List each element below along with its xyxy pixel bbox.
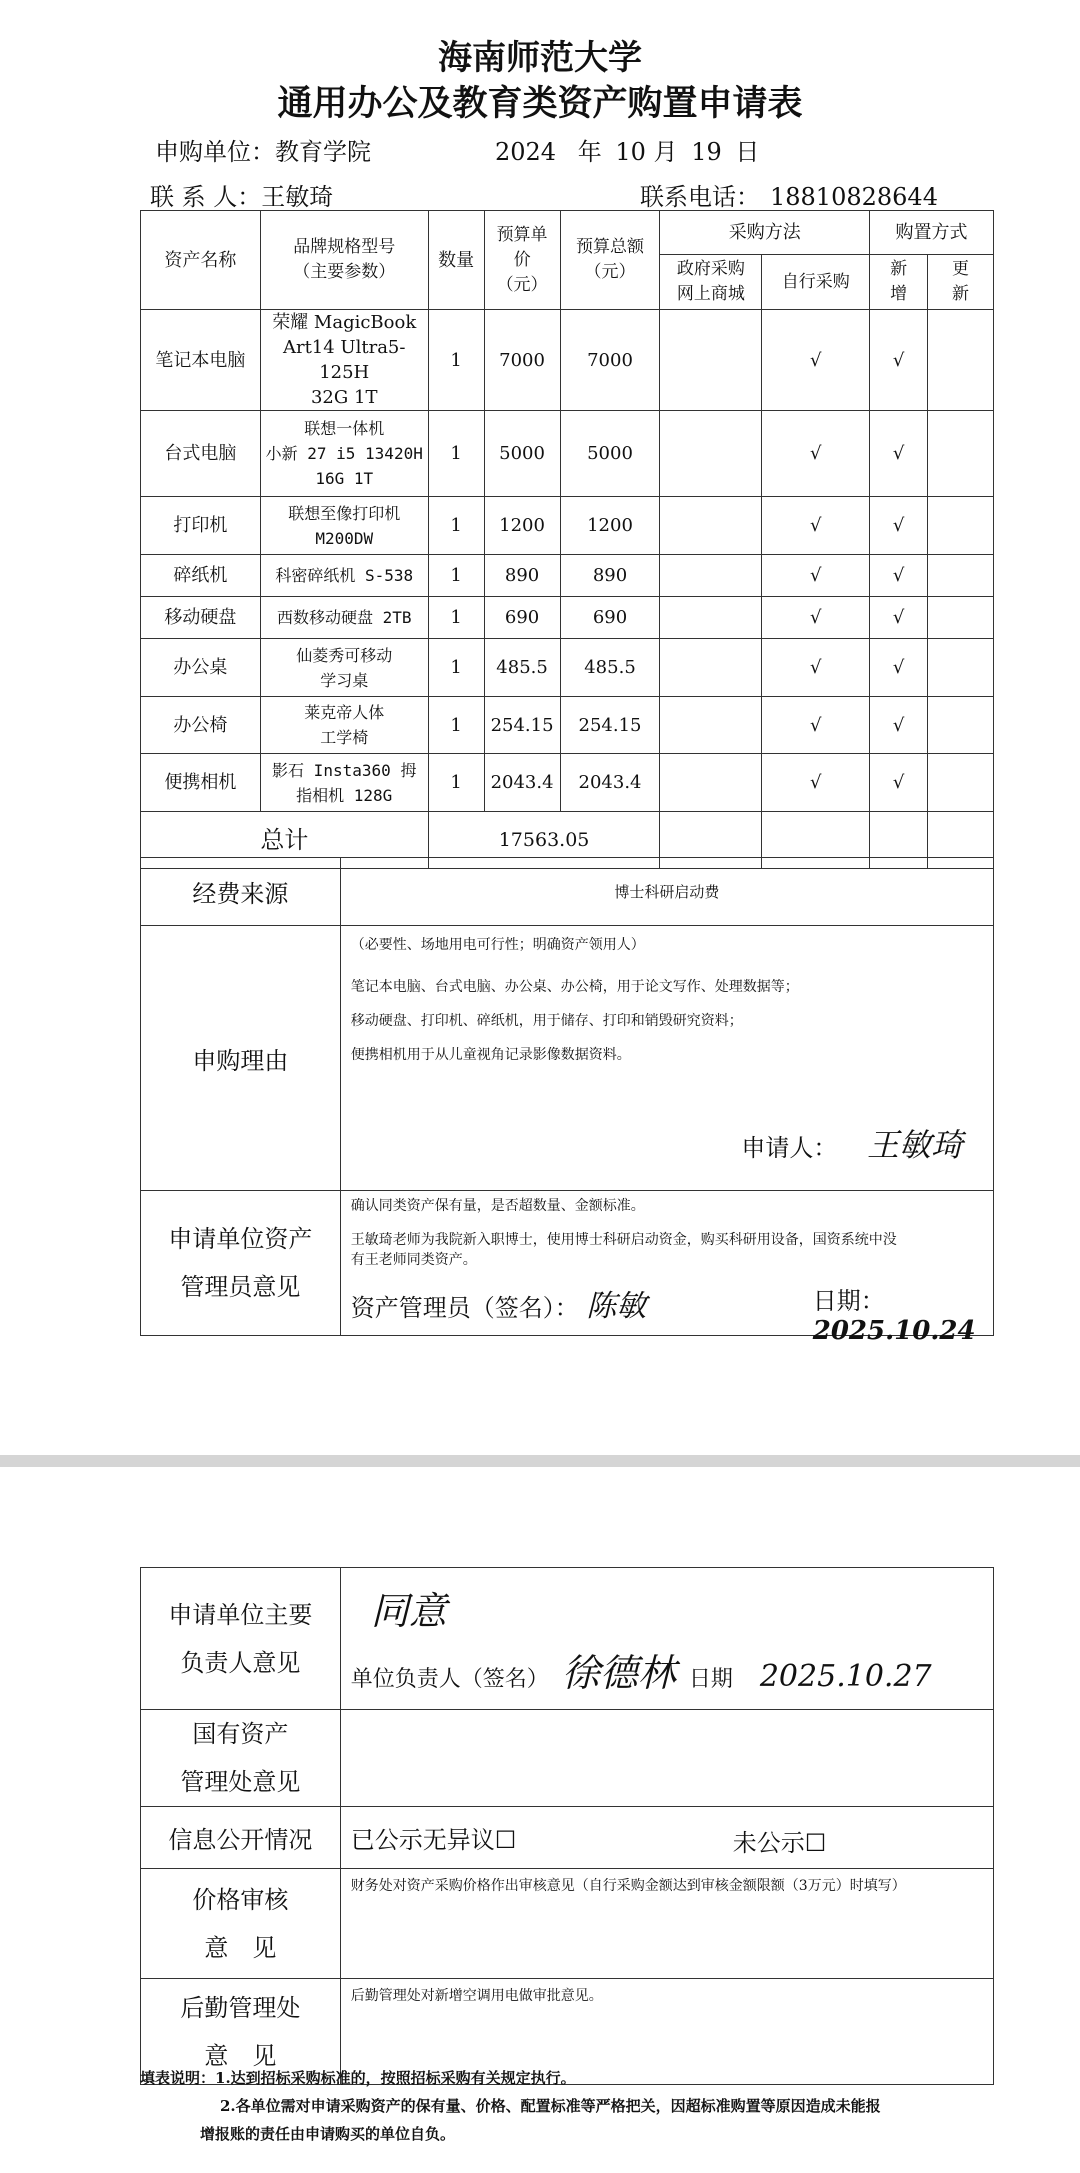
cell-replace xyxy=(928,310,994,411)
cell-gov xyxy=(660,310,762,411)
funding-value: 博士科研启动费 xyxy=(340,858,993,926)
cell-spec: 联想一体机 小新 27 i5 13420H 16G 1T xyxy=(260,411,428,497)
leader-sign-line xyxy=(351,1642,932,1697)
reason-line-3: 便携相机用于从儿童视角记录影像数据资料。 xyxy=(350,1047,631,1063)
header-qty: 数量 xyxy=(428,211,484,310)
state-assets-row xyxy=(141,1710,994,1807)
date-line xyxy=(495,132,759,167)
reason-hint: （必要性、场地用电可行性；明确资产领用人） xyxy=(350,937,645,953)
cell-asset-name: 笔记本电脑 xyxy=(141,310,261,411)
disclosure-label: 信息公开情况 xyxy=(141,1807,341,1869)
notes-label: 填表说明： xyxy=(140,2069,216,2087)
year-label: 年 xyxy=(577,138,602,166)
cell-replace xyxy=(928,597,994,639)
form-title: 通用办公及教育类资产购置申请表 xyxy=(277,83,803,124)
cell-total: 5000 xyxy=(560,411,660,497)
table-row xyxy=(141,597,994,639)
leader-row xyxy=(141,1568,994,1710)
table-row xyxy=(141,497,994,555)
cell-total: 7000 xyxy=(560,310,660,411)
application-sections xyxy=(140,857,994,1346)
page-separator xyxy=(0,1455,1080,1467)
university-title: 海南师范大学 xyxy=(438,38,642,78)
notes-line-1 xyxy=(140,2067,576,2088)
note-3: 增报账的责任由申请购买的单位自负。 xyxy=(200,2125,456,2143)
table-row xyxy=(141,555,994,597)
total-label: 总计 xyxy=(141,812,429,869)
cell-qty: 1 xyxy=(428,754,484,812)
month-label: 月 xyxy=(653,138,678,166)
leader-opinion: 同意 xyxy=(370,1589,447,1633)
cell-self-check: √ xyxy=(762,754,870,812)
header-replace: 更 新 xyxy=(928,255,994,310)
day-label: 日 xyxy=(735,138,760,166)
cell-gov xyxy=(660,754,762,812)
asset-admin-content xyxy=(340,1191,993,1346)
form-page-2 xyxy=(0,1467,1080,2173)
cell-asset-name: 移动硬盘 xyxy=(141,597,261,639)
cell-gov xyxy=(660,697,762,754)
cell-new-check: √ xyxy=(870,597,928,639)
cell-unit-price: 7000 xyxy=(484,310,560,411)
unit-label: 申购单位： xyxy=(155,138,275,166)
cell-unit-price: 5000 xyxy=(484,411,560,497)
cell-replace xyxy=(928,639,994,697)
cell-new-check: √ xyxy=(870,497,928,555)
applicant-signature: 王敏琦 xyxy=(866,1126,963,1164)
cell-self-check: √ xyxy=(762,597,870,639)
reason-label: 申购理由 xyxy=(141,926,341,1191)
cell-replace xyxy=(928,754,994,812)
funding-label: 经费来源 xyxy=(141,858,341,926)
cell-self-check: √ xyxy=(762,555,870,597)
asset-table xyxy=(140,210,994,869)
cell-qty: 1 xyxy=(428,497,484,555)
asset-admin-sign-label: 资产管理员（签名）： xyxy=(350,1294,579,1322)
reason-content xyxy=(340,926,993,1191)
price-review-label: 价格审核 意 见 xyxy=(141,1869,341,1979)
logistics-label: 后勤管理处 意 见 xyxy=(141,1979,341,2085)
cell-unit-price: 890 xyxy=(484,555,560,597)
header-self-purchase: 自行采购 xyxy=(762,255,870,310)
cell-self-check: √ xyxy=(762,497,870,555)
cell-replace xyxy=(928,697,994,754)
cell-qty: 1 xyxy=(428,411,484,497)
header-asset-name: 资产名称 xyxy=(141,211,261,310)
cell-new-check: √ xyxy=(870,555,928,597)
logistics-content: 后勤管理处对新增空调用电做审批意见。 xyxy=(340,1979,993,2085)
reason-line-1: 笔记本电脑、台式电脑、办公桌、办公椅，用于论文写作、处理数据等； xyxy=(350,979,799,995)
cell-spec: 西数移动硬盘 2TB xyxy=(260,597,428,639)
table-row xyxy=(141,754,994,812)
cell-total: 690 xyxy=(560,597,660,639)
cell-replace xyxy=(928,497,994,555)
cell-gov xyxy=(660,497,762,555)
cell-qty: 1 xyxy=(428,310,484,411)
asset-admin-hint: 确认同类资产保有量，是否超数量、金额标准。 xyxy=(350,1198,645,1214)
header-method: 采购方法 xyxy=(660,211,870,255)
cell-self-check: √ xyxy=(762,411,870,497)
cell-spec: 仙菱秀可移动 学习桌 xyxy=(260,639,428,697)
state-assets-content xyxy=(340,1710,993,1807)
cell-new-check: √ xyxy=(870,310,928,411)
cell-spec: 莱克帝人体 工学椅 xyxy=(260,697,428,754)
cell-total: 254.15 xyxy=(560,697,660,754)
header-total: 预算总额 （元） xyxy=(560,211,660,310)
asset-admin-opinion-2: 有王老师同类资产。 xyxy=(350,1252,477,1268)
cell-unit-price: 1200 xyxy=(484,497,560,555)
asset-admin-opinion-1: 王敏琦老师为我院新入职博士，使用博士科研启动资金，购买科研用设备，国资系统中没 xyxy=(350,1232,897,1248)
applicant-sign-line xyxy=(351,1120,983,1166)
disclosure-row xyxy=(141,1807,994,1869)
header-gov-mall: 政府采购 网上商城 xyxy=(660,255,762,310)
cell-replace xyxy=(928,555,994,597)
day-value: 19 xyxy=(691,138,722,166)
cell-spec: 联想至像打印机 M200DW xyxy=(260,497,428,555)
note-1: 1.达到招标采购标准的，按照招标采购有关规定执行。 xyxy=(215,2069,576,2087)
contact-value: 王敏琦 xyxy=(261,183,334,211)
table-row xyxy=(141,411,994,497)
year-value: 2024 xyxy=(495,138,557,166)
asset-admin-label: 申请单位资产 管理员意见 xyxy=(141,1191,341,1336)
cell-self-check: √ xyxy=(762,639,870,697)
cell-asset-name: 便携相机 xyxy=(141,754,261,812)
cell-spec: 科密碎纸机 S-538 xyxy=(260,555,428,597)
asset-admin-row xyxy=(141,1191,994,1336)
leader-content xyxy=(340,1568,993,1710)
cell-replace xyxy=(928,411,994,497)
leader-signature: 徐德林 xyxy=(561,1651,676,1695)
asset-admin-sign-line xyxy=(350,1281,983,1346)
cell-total: 485.5 xyxy=(560,639,660,697)
price-review-row xyxy=(141,1869,994,1979)
cell-unit-price: 2043.4 xyxy=(484,754,560,812)
header-unit-price: 预算单 价 （元） xyxy=(484,211,560,310)
state-assets-label: 国有资产 管理处意见 xyxy=(141,1710,341,1807)
approval-table xyxy=(140,1567,994,2085)
cell-qty: 1 xyxy=(428,697,484,754)
table-row xyxy=(141,639,994,697)
table-row xyxy=(141,697,994,754)
unit-line xyxy=(155,132,371,167)
disclosure-no-option[interactable]: 未公示☐ xyxy=(732,1829,827,1857)
leader-date-value: 2025.10.27 xyxy=(759,1659,932,1694)
cell-total: 1200 xyxy=(560,497,660,555)
cell-self-check: √ xyxy=(762,310,870,411)
asset-admin-signature: 陈敏 xyxy=(586,1289,647,1324)
cell-new-check: √ xyxy=(870,411,928,497)
reason-line-2: 移动硬盘、打印机、碎纸机，用于储存、打印和销毁研究资料； xyxy=(350,1013,743,1029)
leader-date-label: 日期 xyxy=(688,1667,733,1692)
cell-gov xyxy=(660,555,762,597)
cell-gov xyxy=(660,411,762,497)
cell-asset-name: 办公椅 xyxy=(141,697,261,754)
unit-value: 教育学院 xyxy=(275,138,371,166)
cell-spec: 荣耀 MagicBook Art14 Ultra5-125H 32G 1T xyxy=(260,310,428,411)
phone-line xyxy=(640,177,938,212)
cell-new-check: √ xyxy=(870,754,928,812)
cell-asset-name: 台式电脑 xyxy=(141,411,261,497)
table-row xyxy=(141,310,994,411)
asset-admin-date: 日期：2025.10.24 xyxy=(812,1287,976,1346)
applicant-label: 申请人： xyxy=(741,1134,838,1162)
contact-line xyxy=(150,177,333,212)
cell-qty: 1 xyxy=(428,639,484,697)
cell-total: 890 xyxy=(560,555,660,597)
cell-total: 2043.4 xyxy=(560,754,660,812)
cell-gov xyxy=(660,597,762,639)
leader-label: 申请单位主要 负责人意见 xyxy=(141,1568,341,1710)
cell-self-check: √ xyxy=(762,697,870,754)
total-value: 17563.05 xyxy=(428,812,660,869)
cell-qty: 1 xyxy=(428,555,484,597)
cell-unit-price: 254.15 xyxy=(484,697,560,754)
contact-label: 联 系 人： xyxy=(150,183,262,211)
cell-spec: 影石 Insta360 拇 指相机 128G xyxy=(260,754,428,812)
cell-asset-name: 办公桌 xyxy=(141,639,261,697)
phone-value: 18810828644 xyxy=(770,183,938,211)
cell-unit-price: 485.5 xyxy=(484,639,560,697)
leader-sign-label: 单位负责人（签名） xyxy=(350,1667,549,1692)
disclosure-content xyxy=(340,1807,993,1869)
header-purchase-type: 购置方式 xyxy=(870,211,994,255)
cell-gov xyxy=(660,639,762,697)
cell-asset-name: 打印机 xyxy=(141,497,261,555)
funding-row xyxy=(141,858,994,926)
price-review-content: 财务处对资产采购价格作出审核意见（自行采购金额达到审核金额限额（3万元）时填写） xyxy=(340,1869,993,1979)
header-new: 新 增 xyxy=(870,255,928,310)
reason-row xyxy=(141,926,994,1191)
header-spec: 品牌规格型号 （主要参数） xyxy=(260,211,428,310)
cell-qty: 1 xyxy=(428,597,484,639)
cell-new-check: √ xyxy=(870,639,928,697)
table-header-row xyxy=(141,211,994,255)
disclosure-yes-option[interactable]: 已公示无异议☐ xyxy=(350,1826,517,1854)
month-value: 10 xyxy=(615,138,646,166)
note-2: 2.各单位需对申请采购资产的保有量、价格、配置标准等严格把关，因超标准购置等原因造成未能报 xyxy=(220,2097,881,2115)
cell-unit-price: 690 xyxy=(484,597,560,639)
cell-new-check: √ xyxy=(870,697,928,754)
phone-label: 联系电话： xyxy=(640,183,760,211)
cell-asset-name: 碎纸机 xyxy=(141,555,261,597)
